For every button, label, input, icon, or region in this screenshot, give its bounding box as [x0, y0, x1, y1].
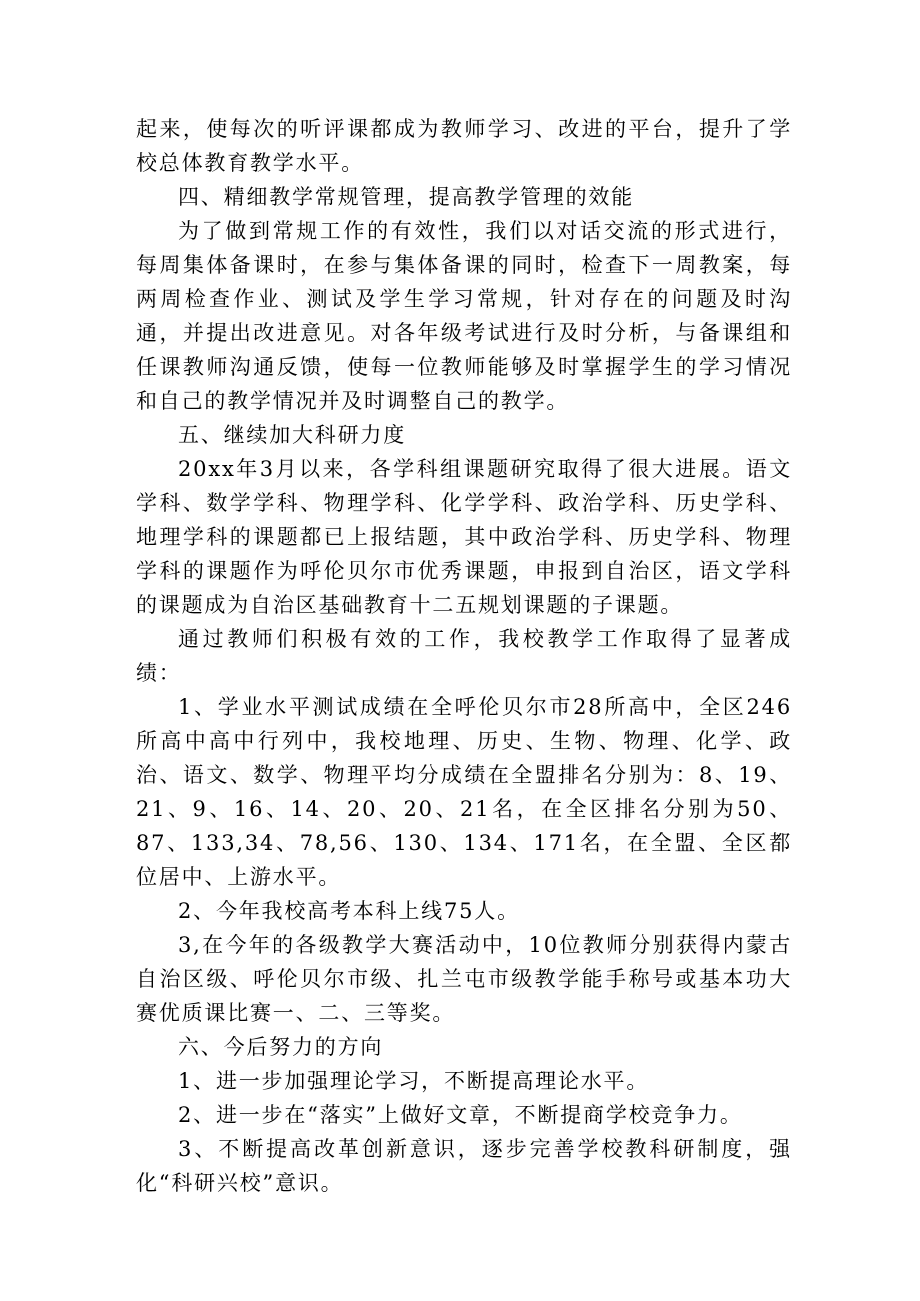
section-heading-five: 五、继续加大科研力度: [178, 423, 406, 447]
list-item-achievement-3: 3,在今年的各级教学大赛活动中，10位教师分别获得内蒙古自治区级、呼伦贝尔市级、扎兰屯市级教学能手称号或基本功大赛优质课比赛一、二、三等奖。: [136, 933, 792, 1025]
paragraph-continuation: 起来，使每次的听评课都成为教师学习、改进的平台，提升了学校总体教育教学水平。: [136, 117, 792, 175]
list-item-direction-1: 1、进一步加强理论学习，不断提高理论水平。: [178, 1069, 650, 1093]
list-item-achievement-2: 2、今年我校高考本科上线75人。: [178, 899, 520, 923]
paragraph-routine-management: 为了做到常规工作的有效性，我们以对话交流的形式进行，每周集体备课时，在参与集体备课的同时，检查下一周教案，每两周检查作业、测试及学生学习常规，针对存在的问题及时沟通，并提出改进意见。对各年级考试进行及时分析，与备课组和任课教师沟通反馈，使每一位教师能够及时掌握学生的学习情况和自己的教学情况并及时调整自己的教学。: [136, 219, 792, 413]
list-item-achievement-1: 1、学业水平测试成绩在全呼伦贝尔市28所高中，全区246所高中高中行列中，我校地理、历史、生物、物理、化学、政治、语文、数学、物理平均分成绩在全盟排名分别为：8、19、21、9、16、14、20、20、21名，在全区排名分别为50、87、133,34、78,56、130、134、171名，在全盟、全区都位居中、上游水平。: [136, 695, 792, 889]
list-item-direction-2: 2、进一步在“落实”上做好文章，不断提商学校竞争力。: [178, 1103, 743, 1127]
list-item-direction-3: 3、不断提高改革创新意识，逐步完善学校教科研制度，强化“科研兴校”意识。: [136, 1137, 792, 1195]
section-heading-four: 四、精细教学常规管理，提高教学管理的效能: [178, 185, 634, 209]
section-heading-six: 六、今后努力的方向: [178, 1035, 384, 1059]
document-body: [136, 112, 792, 1200]
paragraph-achievements-intro: 通过教师们积极有效的工作，我校教学工作取得了显著成绩：: [136, 627, 792, 685]
paragraph-research-progress: 20xx年3月以来，各学科组课题研究取得了很大进展。语文学科、数学学科、物理学科、化学学科、政治学科、历史学科、地理学科的课题都已上报结题，其中政治学科、历史学科、物理学科的课题作为呼伦贝尔市优秀课题，申报到自治区，语文学科的课题成为自治区基础教育十二五规划课题的子课题。: [136, 457, 792, 617]
